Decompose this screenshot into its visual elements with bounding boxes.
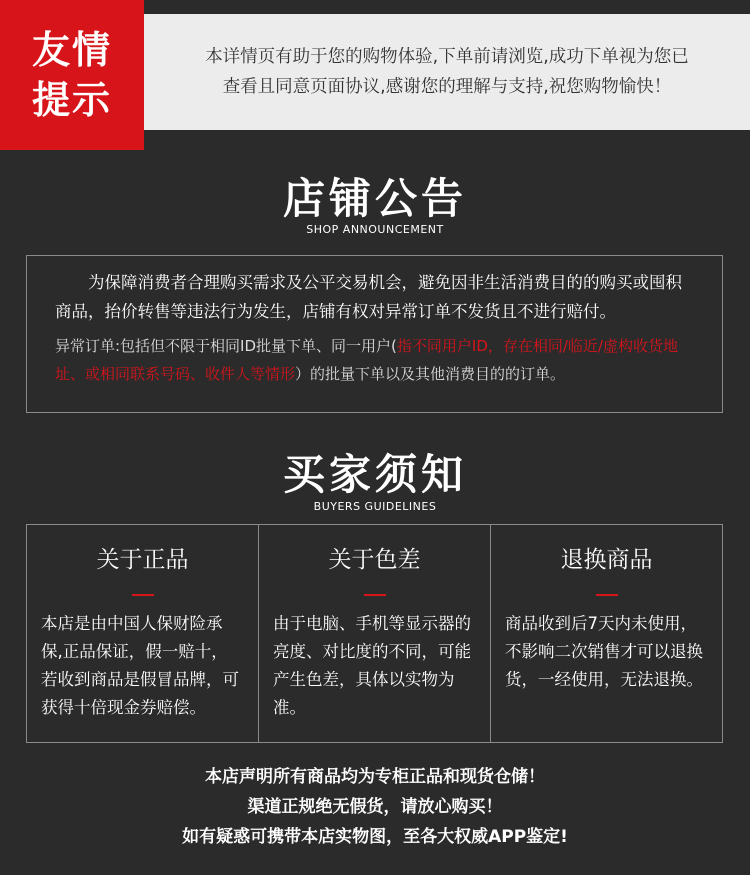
tip-line1: 本详情页有助于您的购物体验,下单前请浏览,成功下单视为您已 — [205, 47, 689, 67]
announcement-box — [26, 255, 723, 413]
red-divider — [364, 594, 386, 596]
red-divider — [132, 594, 154, 596]
guide-returns — [490, 525, 722, 742]
guidelines-title: 买家须知 — [282, 450, 467, 499]
guide-text: 由于电脑、手机等显示器的亮度、对比度的不同，可能产生色差，具体以实物为准。 — [273, 614, 471, 717]
guide-text: 商品收到后7天内未使用，不影响二次销售才可以退换货，一经使用，无法退换。 — [505, 614, 703, 689]
abnormal-red-text: 指不同用户ID，存在相同/临近/虚构收货地址、或相同联系号码、收件人等情形 — [55, 337, 678, 383]
announcement-title: 店铺公告 — [282, 174, 467, 223]
announcement-subtitle: SHOP ANNOUNCEMENT — [306, 223, 444, 236]
footer-line2: 渠道正规绝无假货，请放心购买！ — [247, 797, 503, 817]
guide-authentic — [27, 525, 258, 742]
footer-line1: 本店声明所有商品均为专柜正品和现货仓储！ — [205, 767, 545, 787]
guide-heading: 退换商品 — [560, 547, 653, 573]
announcement-main-text: 为保障消费者合理购买需求及公平交易机会，避免因非生活消费目的的购买或囤积商品，抬价转售等违法行为发生，店铺有权对异常订单不发货且不进行赔付。 — [55, 273, 682, 321]
tip-line2: 查看且同意页面协议,感谢您的理解与支持,祝您购物愉快！ — [222, 77, 672, 97]
guide-heading: 关于色差 — [328, 547, 421, 573]
guidelines-subtitle: BUYERS GUIDELINES — [313, 500, 437, 513]
footer-line3: 如有疑惑可携带本店实物图，至各大权威APP鉴定! — [182, 827, 568, 847]
friendly-tip-box — [144, 14, 750, 130]
abnormal-suffix: ）的批量下单以及其他消费目的的订单。 — [295, 365, 566, 383]
red-divider — [596, 594, 618, 596]
footer-statement — [0, 762, 750, 852]
friendly-tip-badge — [0, 0, 144, 150]
guidelines-table — [26, 524, 723, 743]
guide-color-difference — [258, 525, 490, 742]
badge-line1: 友情 — [31, 28, 112, 72]
abnormal-prefix: 异常订单:包括但不限于相同ID批量下单、同一用户( — [55, 337, 397, 355]
guide-text: 本店是由中国人保财险承保,正品保证，假一赔十，若收到商品是假冒品牌，可获得十倍现金券赔偿。 — [41, 614, 239, 717]
abnormal-order-text — [55, 332, 698, 388]
badge-line2: 提示 — [31, 78, 112, 122]
guide-heading: 关于正品 — [96, 547, 189, 573]
